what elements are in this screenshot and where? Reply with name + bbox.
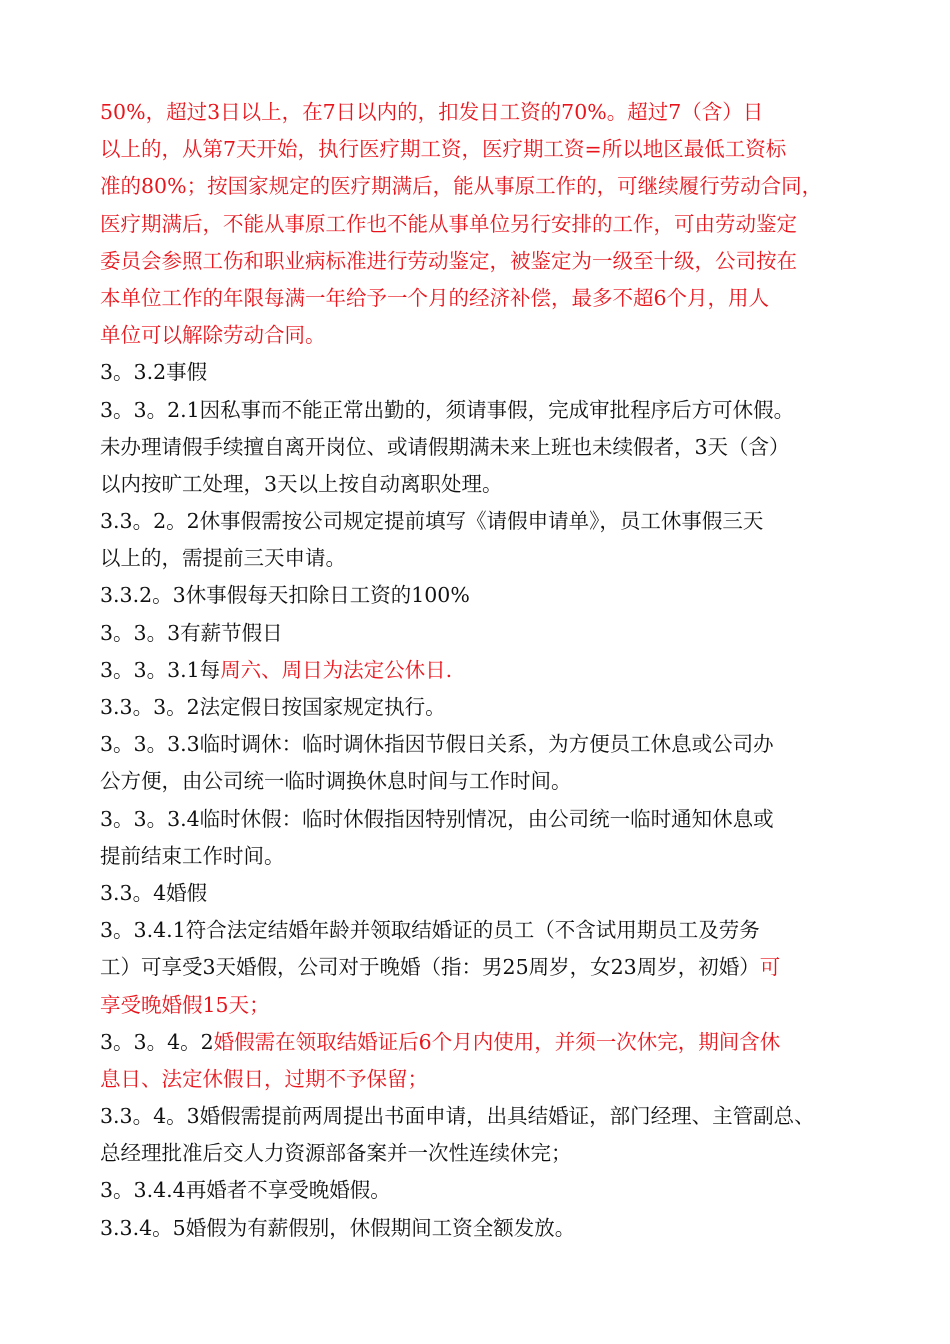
text-line (100, 429, 840, 466)
text-line (100, 243, 840, 280)
body-text: 3.3。4婚假 (100, 880, 208, 905)
body-text: 3.3.2。3休事假每天扣除日工资的100% (100, 583, 470, 608)
body-text: 3.3。4。3婚假需提前两周提出书面申请，出具结婚证，部门经理、主管副总、 (100, 1104, 815, 1129)
text-line (100, 1061, 840, 1098)
text-line (100, 206, 840, 243)
highlighted-text: 医疗期满后，不能从事原工作也不能从事单位另行安排的工作，可由劳动鉴定 (100, 211, 797, 236)
body-text: 3.3。2。2休事假需按公司规定提前填写《请假申请单》，员工休事假三天 (100, 509, 764, 534)
body-text: 3。3.2事假 (100, 360, 208, 385)
highlighted-text: 周六、周日为法定公休日. (220, 657, 453, 682)
body-text: 以内按旷工处理，3天以上按自动离职处理。 (100, 471, 503, 496)
text-line (100, 1098, 840, 1135)
highlighted-text: 享受晚婚假15天； (100, 992, 270, 1017)
highlighted-text: 可 (759, 955, 781, 980)
text-line (100, 652, 840, 689)
text-line (100, 168, 840, 205)
highlighted-text: 单位可以解除劳动合同。 (100, 323, 326, 348)
body-text: 3。3。3.1每 (100, 657, 221, 682)
body-text: 3。3。4。2 (100, 1029, 214, 1054)
text-line (100, 838, 840, 875)
document-page (100, 94, 840, 1247)
body-text: 3。3。3.4临时休假：临时休假指因特别情况，由公司统一临时通知休息或 (100, 806, 774, 831)
text-line (100, 949, 840, 986)
text-line (100, 540, 840, 577)
text-line (100, 466, 840, 503)
body-text: 3.3。3。2法定假日按国家规定执行。 (100, 695, 446, 719)
text-line (100, 912, 840, 949)
highlighted-text: 息日、法定休假日，过期不予保留； (100, 1066, 428, 1091)
text-line (100, 1135, 840, 1172)
text-line (100, 1210, 840, 1247)
body-text: 提前结束工作时间。 (100, 843, 285, 868)
body-text: 总经理批准后交人力资源部备案并一次性连续休完； (100, 1141, 572, 1166)
body-text: 3。3。3有薪节假日 (100, 620, 283, 645)
text-line (100, 94, 840, 131)
text-line (100, 354, 840, 391)
text-line (100, 763, 840, 800)
highlighted-text: 婚假需在领取结婚证后6个月内使用，并须一次休完，期间含休 (213, 1029, 781, 1054)
body-text: 3.3.4。5婚假为有薪假别，休假期间工资全额发放。 (100, 1215, 576, 1240)
text-line (100, 503, 840, 540)
text-line (100, 689, 840, 726)
text-line (100, 726, 840, 763)
text-line (100, 577, 840, 614)
text-line (100, 131, 840, 168)
text-line (100, 392, 840, 429)
text-line (100, 1024, 840, 1061)
text-line (100, 1172, 840, 1209)
highlighted-text: 50%，超过3日以上，在7日以内的，扣发日工资的70%。超过7（含）日 (100, 100, 764, 124)
body-text: 工）可享受3天婚假，公司对于晚婚（指：男25周岁，女23周岁，初婚） (100, 955, 760, 980)
body-text: 公方便，由公司统一临时调换休息时间与工作时间。 (100, 769, 572, 794)
highlighted-text: 委员会参照工伤和职业病标准进行劳动鉴定，被鉴定为一级至十级，公司按在 (100, 248, 797, 273)
text-line (100, 615, 840, 652)
text-line (100, 280, 840, 317)
body-text: 3。3.4.4再婚者不享受晚婚假。 (100, 1178, 391, 1203)
body-text: 3。3。3.3临时调休：临时调休指因节假日关系，为方便员工休息或公司办 (100, 732, 774, 757)
text-line (100, 317, 840, 354)
text-line (100, 987, 840, 1024)
highlighted-text: 准的80%；按国家规定的医疗期满后，能从事原工作的，可继续履行劳动合同， (100, 174, 823, 199)
text-line (100, 875, 840, 912)
body-text: 未办理请假手续擅自离开岗位、或请假期满未来上班也未续假者，3天（含） (100, 434, 790, 459)
body-text: 3。3。2.1因私事而不能正常出勤的，须请事假，完成审批程序后方可休假。 (100, 397, 795, 422)
highlighted-text: 以上的，从第7天开始，执行医疗期工资，医疗期工资=所以地区最低工资标 (100, 137, 787, 162)
highlighted-text: 本单位工作的年限每满一年给予一个月的经济补偿，最多不超6个月，用人 (100, 285, 770, 310)
body-text: 以上的，需提前三天申请。 (100, 546, 346, 571)
text-line (100, 801, 840, 838)
body-text: 3。3.4.1符合法定结婚年龄并领取结婚证的员工（不含试用期员工及劳务 (100, 918, 760, 943)
